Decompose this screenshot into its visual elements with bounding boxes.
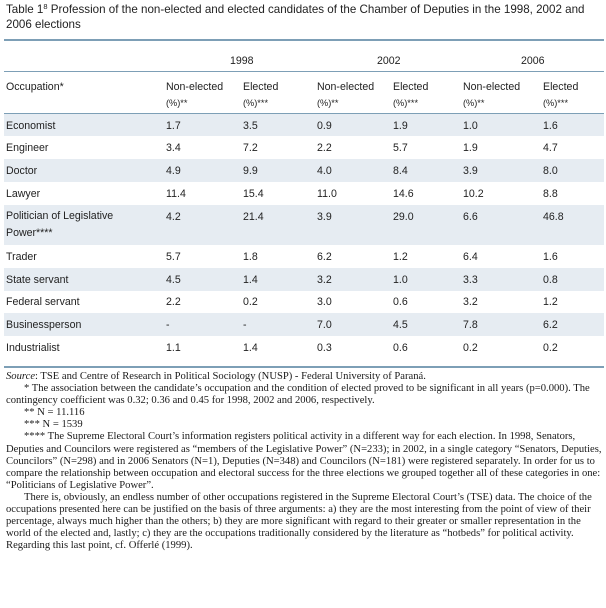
col-sub-2002-elected: (%)*** xyxy=(393,98,419,108)
footnote-n-elected: *** N = 1539 xyxy=(24,419,83,431)
row-occupation: Engineer xyxy=(6,142,49,154)
col-sub-2002-nonelected: (%)** xyxy=(317,98,339,108)
table-row xyxy=(4,159,604,182)
caption-text: Profession of the non-elected and elected candidates of the Chamber of Deputies in the 1998, 2002 and 2006 elections xyxy=(6,3,585,31)
row-value: 4.2 xyxy=(166,211,181,223)
row-value: 6.2 xyxy=(543,319,558,331)
row-value: 29.0 xyxy=(393,211,414,223)
row-occupation: Doctor xyxy=(6,165,38,177)
col-sub-2006-elected: (%)*** xyxy=(543,98,569,108)
col-head-1998-nonelected: Non-elected xyxy=(166,81,224,93)
row-value: 9.9 xyxy=(243,165,258,177)
row-value: 0.8 xyxy=(543,274,558,286)
row-value: 1.8 xyxy=(243,251,258,263)
row-value: 2.2 xyxy=(166,296,181,308)
col-head-2006-nonelected: Non-elected xyxy=(463,81,521,93)
table-row xyxy=(4,313,604,336)
table-notes xyxy=(6,371,602,552)
table-row xyxy=(4,291,604,313)
row-value: 3.3 xyxy=(463,274,478,286)
row-occupation: Federal servant xyxy=(6,296,80,308)
table-row xyxy=(4,245,604,268)
row-value: 11.4 xyxy=(166,188,186,200)
row-value: 5.7 xyxy=(393,142,408,154)
row-value: 1.6 xyxy=(543,120,558,132)
row-value: 7.0 xyxy=(317,319,332,331)
row-value: 1.4 xyxy=(243,342,258,354)
row-value: 2.2 xyxy=(317,142,332,154)
row-value: 1.6 xyxy=(543,251,558,263)
year-header-rule xyxy=(4,71,604,72)
row-value: 0.3 xyxy=(317,342,332,354)
row-value: 4.7 xyxy=(543,142,558,154)
table-row xyxy=(4,205,604,245)
row-value: 3.9 xyxy=(317,211,332,223)
row-value: 10.2 xyxy=(463,188,484,200)
col-sub-1998-nonelected: (%)** xyxy=(166,98,188,108)
row-value: 0.2 xyxy=(543,342,558,354)
row-value: 8.8 xyxy=(543,188,558,200)
col-head-2006-elected: Elected xyxy=(543,81,579,93)
row-occupation: Trader xyxy=(6,251,37,263)
row-value: 3.0 xyxy=(317,296,332,308)
row-occupation: Lawyer xyxy=(6,188,41,200)
footnote-occupation-choice: There is, obviously, an endless number of other occupations registered in the Supreme Electoral Court’s (TSE) data. The choice of the occupations presented here can be justified on the basis of three arguments: a) they are the most interesting from the point of view of their percentage, always much higher than the others; b) they are more significant with regard to their greater or smaller representation in the world of the elected and, lastly; c) they are the occupations traditionally considered by the literature as “hotbeds” for political activity. Regarding this last point, cf. Offerlé (1999). xyxy=(6,491,592,552)
col-head-2002-elected: Elected xyxy=(393,81,429,93)
col-head-2002-nonelected: Non-elected xyxy=(317,81,375,93)
row-value: 4.5 xyxy=(393,319,408,331)
row-value: 0.2 xyxy=(463,342,478,354)
col-head-1998-elected: Elected xyxy=(243,81,279,93)
row-value: 4.9 xyxy=(166,165,181,177)
row-value: 0.6 xyxy=(393,296,408,308)
table-top-rule xyxy=(4,39,604,41)
table-row xyxy=(4,114,604,136)
source-text: : TSE and Centre of Research in Political Sociology (NUSP) - Federal University of Paraná. xyxy=(35,371,426,382)
row-value: 14.6 xyxy=(393,188,414,200)
table-bottom-rule xyxy=(4,366,604,368)
table-row xyxy=(4,136,604,159)
footnote-n-nonelected: ** N = 11.116 xyxy=(24,407,85,419)
row-value: 1.4 xyxy=(243,274,258,286)
row-value: 1.2 xyxy=(543,296,558,308)
row-value: 3.2 xyxy=(317,274,332,286)
row-value: 0.6 xyxy=(393,342,408,354)
row-value: 6.2 xyxy=(317,251,332,263)
row-value: 46.8 xyxy=(543,211,564,223)
year-2006: 2006 xyxy=(521,55,545,67)
row-value: 1.2 xyxy=(393,251,408,263)
caption-note-mark: 8 xyxy=(43,2,48,11)
row-value: - xyxy=(243,319,247,331)
row-value: 15.4 xyxy=(243,188,264,200)
row-value: 8.0 xyxy=(543,165,558,177)
row-value: 1.1 xyxy=(166,342,181,354)
row-value: 1.0 xyxy=(393,274,408,286)
row-value: 3.5 xyxy=(243,120,258,132)
row-value: 1.0 xyxy=(463,120,478,132)
row-occupation: Politician of Legislative Power**** xyxy=(6,210,114,239)
row-value: 4.5 xyxy=(166,274,181,286)
row-occupation: State servant xyxy=(6,274,69,286)
source-line xyxy=(6,371,602,383)
table-row xyxy=(4,336,604,359)
row-value: 1.9 xyxy=(463,142,478,154)
row-value: 4.0 xyxy=(317,165,332,177)
row-value: 6.4 xyxy=(463,251,478,263)
row-value: 5.7 xyxy=(166,251,181,263)
row-value: 7.2 xyxy=(243,142,258,154)
table-caption xyxy=(6,2,602,32)
col-sub-1998-elected: (%)*** xyxy=(243,98,269,108)
row-occupation: Industrialist xyxy=(6,342,60,354)
row-value: 3.2 xyxy=(463,296,478,308)
year-1998: 1998 xyxy=(230,55,254,67)
row-value: 1.9 xyxy=(393,120,408,132)
footnote-significance: * The association between the candidate’s occupation and the condition of elected proved to be significant in all years (p=0.000). The contingency coefficient was 0.32; 0.36 and 0.45 for 1998, 2002 and 2006, respectively. xyxy=(6,383,590,407)
table-row xyxy=(4,182,604,205)
row-value: - xyxy=(166,319,170,331)
col-sub-2006-nonelected: (%)** xyxy=(463,98,485,108)
row-occupation: Economist xyxy=(6,120,56,132)
row-value: 0.2 xyxy=(243,296,258,308)
row-value: 6.6 xyxy=(463,211,478,223)
row-occupation: Businessperson xyxy=(6,319,82,331)
occupation-header: Occupation* xyxy=(6,81,64,93)
caption-prefix: Table 1 xyxy=(6,3,44,16)
footnote-legislative-power: **** The Supreme Electoral Court’s information registers political activity in a different way for each election. In 1998, Senators, Deputies and Councilors were registered as “members of the Legislative Power” (N=233); in 2002, in a single category “Senators, Deputies, Councilors” (N=298) and in 2006 Senators (N=1), Deputies (N=348) and Councilors (N=181) were registered separately. In order for us to compare the relationship between occupation and electoral success for the three elections we grouped together all of these categories in one: “Politicians of Legislative Power”. xyxy=(6,431,602,491)
row-value: 0.9 xyxy=(317,120,332,132)
row-value: 11.0 xyxy=(317,188,337,200)
row-value: 7.8 xyxy=(463,319,478,331)
row-value: 8.4 xyxy=(393,165,408,177)
row-value: 3.4 xyxy=(166,142,181,154)
row-value: 3.9 xyxy=(463,165,478,177)
row-value: 1.7 xyxy=(166,120,181,132)
year-2002: 2002 xyxy=(377,55,401,67)
table-row xyxy=(4,268,604,291)
source-label: Source xyxy=(6,371,36,382)
row-value: 21.4 xyxy=(243,211,264,223)
